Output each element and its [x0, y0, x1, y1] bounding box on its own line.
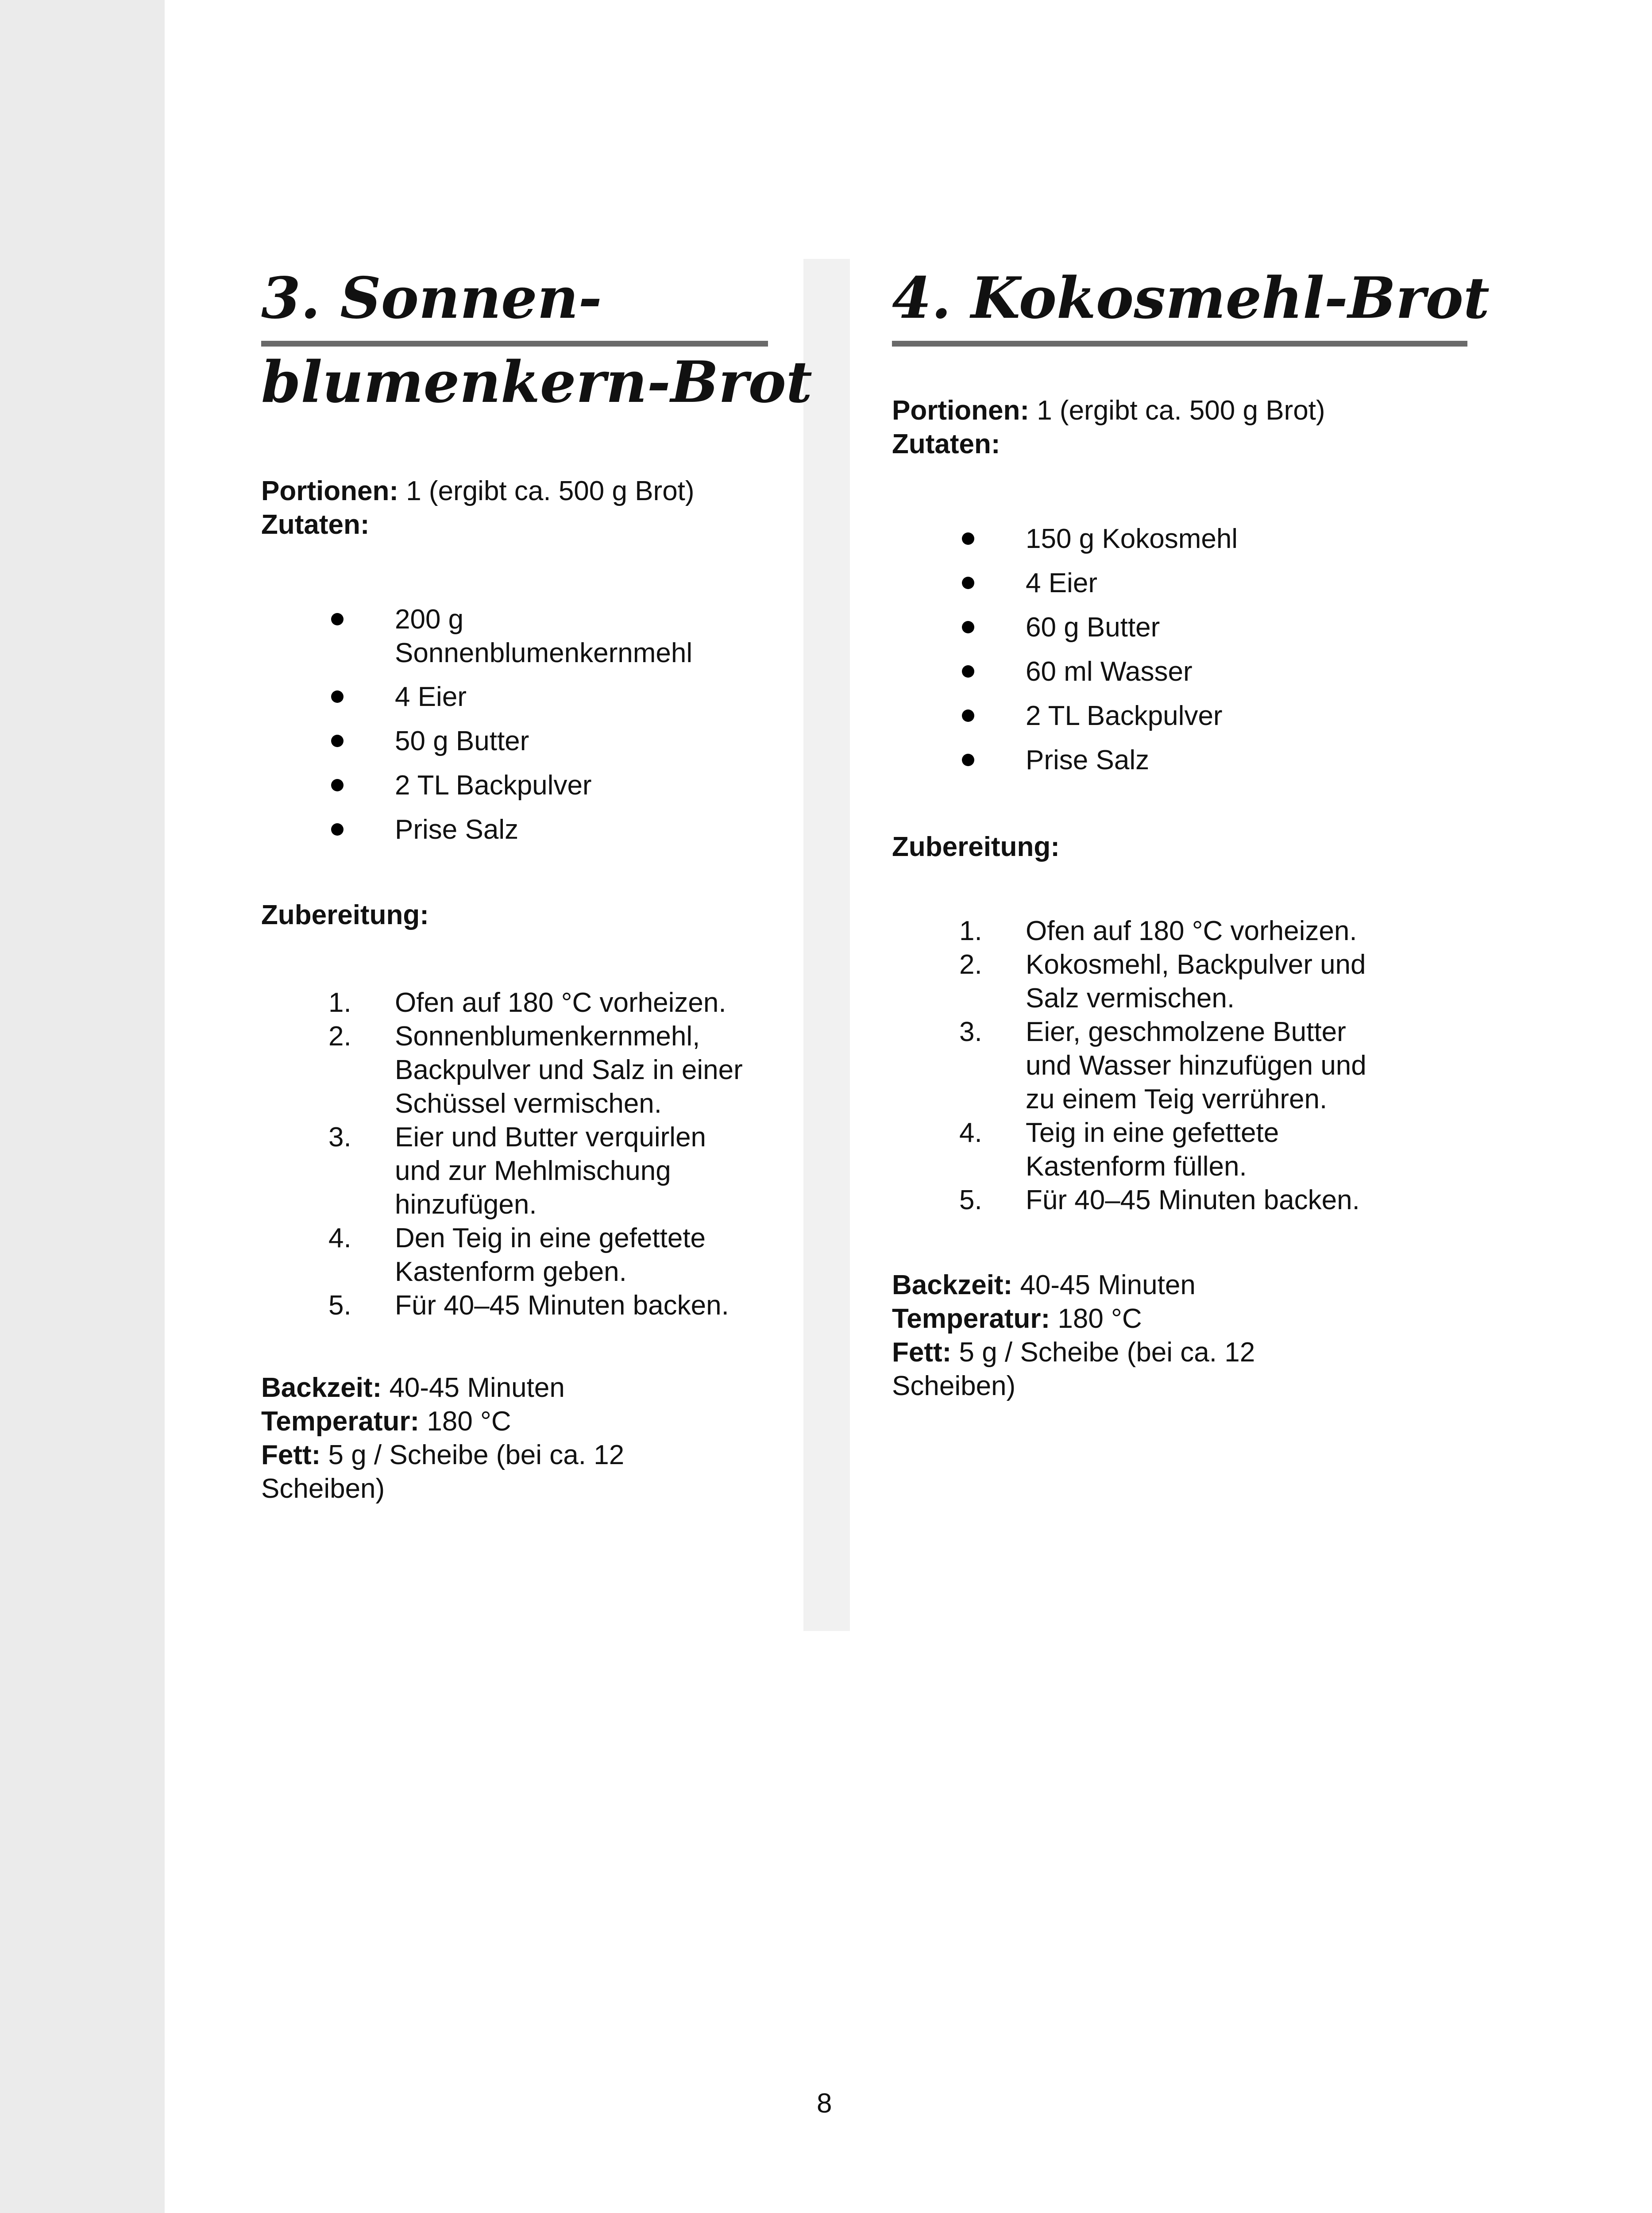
fat-value: 5 g / Scheibe (bei ca. 12	[951, 1337, 1255, 1368]
temperature-value: 180 °C	[419, 1406, 511, 1437]
step-text: Eier, geschmolzene Butter und Wasser hinzufügen und zu einem Teig verrühren.	[1026, 1017, 1366, 1114]
title-rule	[892, 341, 1467, 347]
portions-value: 1 (ergibt ca. 500 g Brot)	[1029, 395, 1325, 426]
preparation-label: Zubereitung:	[892, 832, 1060, 862]
step-number: 5.	[328, 1290, 351, 1321]
step-number: 4.	[328, 1223, 351, 1253]
step-number: 5.	[959, 1185, 982, 1215]
recipe-title-line2: blumenkern-Brot	[261, 349, 812, 416]
bullet-icon	[331, 779, 344, 791]
bake-time-value: 40-45 Minuten	[382, 1373, 565, 1403]
step-text: Kokosmehl, Backpulver und Salz vermischen.	[1026, 949, 1366, 1014]
ingredients-label: Zutaten:	[892, 429, 1000, 459]
bullet-icon	[962, 621, 974, 633]
bullet-icon	[962, 577, 974, 589]
ingredient-item: Prise Salz	[395, 814, 519, 845]
bullet-icon	[962, 665, 974, 678]
ingredient-item: 2 TL Backpulver	[395, 770, 592, 801]
temperature-value: 180 °C	[1050, 1303, 1142, 1334]
ingredient-item: 4 Eier	[1026, 568, 1097, 598]
temperature-label: Temperatur:	[261, 1406, 420, 1437]
fat-value-continued: Scheiben)	[892, 1371, 1016, 1401]
step-number: 2.	[959, 949, 982, 980]
bullet-icon	[331, 613, 344, 625]
bake-time-label: Backzeit:	[892, 1270, 1013, 1300]
bake-time-line	[892, 1268, 1196, 1302]
fat-value: 5 g / Scheibe (bei ca. 12	[320, 1440, 625, 1470]
bullet-icon	[331, 823, 344, 836]
column-divider	[803, 259, 850, 1631]
portions-value: 1 (ergibt ca. 500 g Brot)	[398, 476, 695, 506]
left-margin-band	[0, 0, 165, 2213]
step-text: Für 40–45 Minuten backen.	[395, 1290, 729, 1321]
recipe-title: 4. Kokosmehl-Brot	[892, 265, 1490, 332]
ingredients-label: Zutaten:	[261, 509, 370, 540]
ingredient-item: 50 g Butter	[395, 726, 529, 756]
bake-time-label: Backzeit:	[261, 1373, 382, 1403]
fat-line	[261, 1438, 624, 1472]
portions-label: Portionen:	[892, 395, 1029, 426]
temperature-label: Temperatur:	[892, 1303, 1050, 1334]
step-text: Eier und Butter verquirlen und zur Mehlmischung hinzufügen.	[395, 1122, 706, 1220]
step-text: Teig in eine gefettete Kastenform füllen.	[1026, 1118, 1279, 1182]
step-text: Ofen auf 180 °C vorheizen.	[395, 987, 726, 1018]
bake-time-line	[261, 1371, 565, 1405]
temperature-line	[892, 1302, 1142, 1336]
ingredient-item: Prise Salz	[1026, 745, 1150, 775]
step-text: Ofen auf 180 °C vorheizen.	[1026, 916, 1357, 946]
step-text: Den Teig in eine gefettete Kastenform geben.	[395, 1223, 706, 1287]
step-number: 3.	[328, 1122, 351, 1153]
bake-time-value: 40-45 Minuten	[1012, 1270, 1196, 1300]
ingredient-item: 200 g Sonnenblumenkernmehl	[395, 604, 693, 668]
step-number: 1.	[328, 987, 351, 1018]
ingredient-item: 150 g Kokosmehl	[1026, 524, 1238, 554]
title-rule	[261, 341, 768, 347]
ingredient-item: 60 g Butter	[1026, 612, 1160, 643]
fat-value-continued: Scheiben)	[261, 1473, 385, 1504]
bullet-icon	[962, 754, 974, 766]
portions-line	[261, 474, 695, 508]
step-number: 4.	[959, 1118, 982, 1148]
portions-line	[892, 394, 1325, 428]
step-text: Für 40–45 Minuten backen.	[1026, 1185, 1360, 1215]
fat-line	[892, 1336, 1255, 1369]
bullet-icon	[962, 532, 974, 545]
ingredient-item: 4 Eier	[395, 682, 467, 712]
ingredient-item: 60 ml Wasser	[1026, 656, 1193, 687]
bullet-icon	[331, 690, 344, 703]
preparation-label: Zubereitung:	[261, 900, 429, 930]
temperature-line	[261, 1405, 511, 1438]
step-number: 2.	[328, 1021, 351, 1052]
bullet-icon	[962, 709, 974, 722]
fat-label: Fett:	[892, 1337, 952, 1368]
page-number: 8	[817, 2088, 832, 2119]
ingredient-item: 2 TL Backpulver	[1026, 701, 1223, 731]
step-text: Sonnenblumenkernmehl, Backpulver und Salz in einer Schüssel vermischen.	[395, 1021, 743, 1119]
bullet-icon	[331, 735, 344, 747]
recipe-title-line1: 3. Sonnen-	[261, 265, 602, 332]
step-number: 1.	[959, 916, 982, 946]
fat-label: Fett:	[261, 1440, 321, 1470]
portions-label: Portionen:	[261, 476, 398, 506]
step-number: 3.	[959, 1017, 982, 1047]
